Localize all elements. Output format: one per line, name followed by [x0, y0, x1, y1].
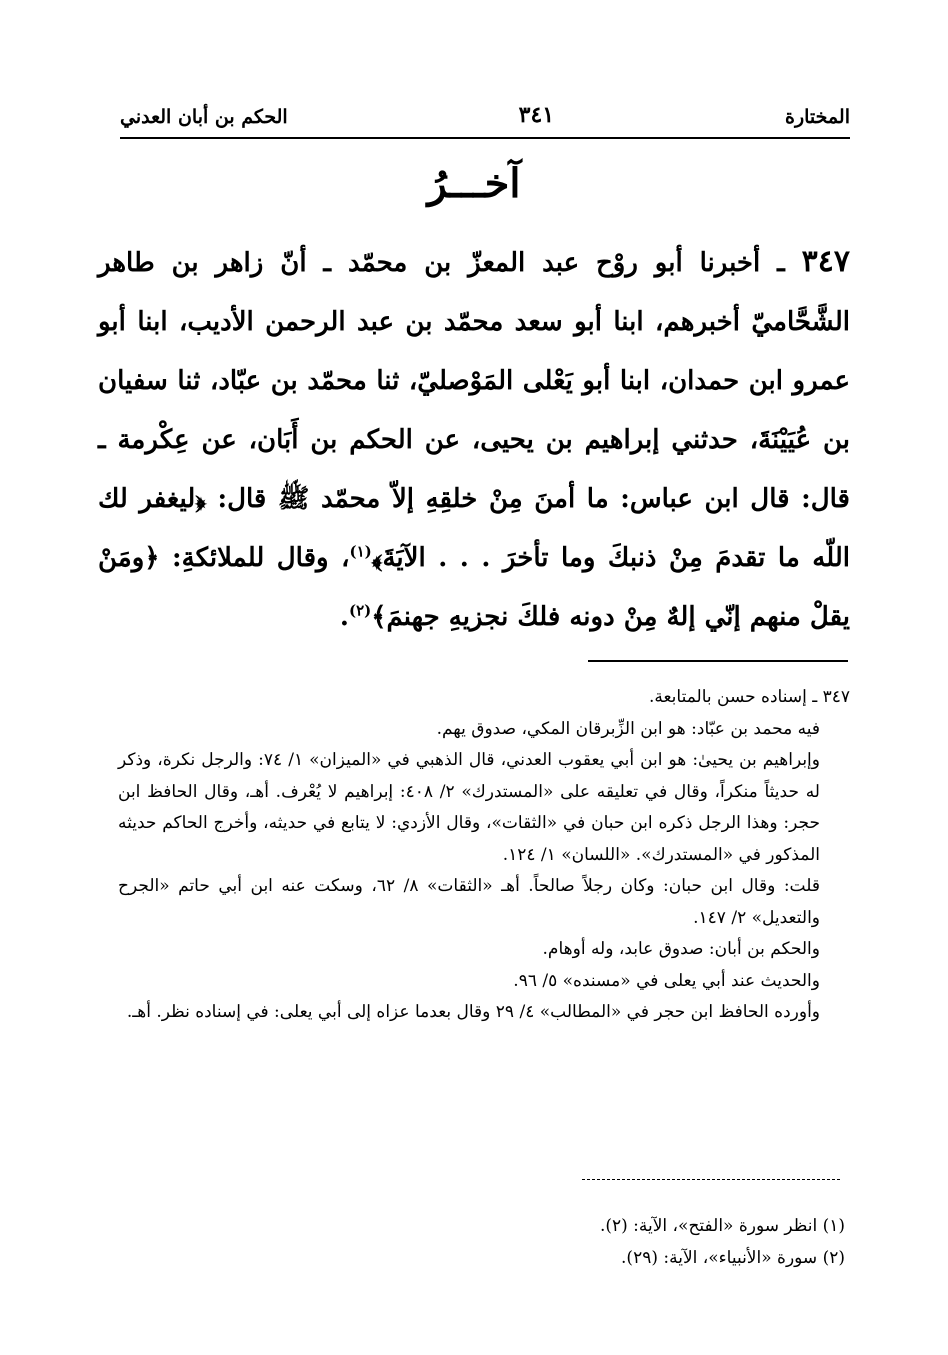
hadith-number: ٣٤٧: [801, 244, 850, 279]
footnote-1: (١) انظر سورة «الفتح»، الآية: (٢).: [599, 1216, 845, 1236]
footnote-ref-1[interactable]: (١): [349, 542, 372, 561]
footnote-2: (٢) سورة «الأنبياء»، الآية: (٢٩).: [621, 1248, 845, 1268]
notes-separator: [588, 660, 848, 662]
footnotes: [300, 1210, 845, 1274]
note-line: وإبراهيم بن يحيىٰ: هو ابن أبي يعقوب العدني، قال الذهبي في «الميزان» ١/ ٧٤: والرجل نكرة، وذكر له حديثاً منكراً، وقال في تعليقه على «المستدرك» ٢/ ٤٠٨: إبراهيم لا يُعْرف. أهـ، وقال الحافظ ابن حجر: وهذا الرجل ذكره ابن حبان في «الثقات»، وقال الأزدي: لا يتابع في حديثه، وأخرج الحاكم حديثه المذكور في «المستدرك». «اللسان» ١/ ١٢٤.: [118, 750, 820, 865]
header-rule: [120, 137, 850, 139]
takhrij-notes: [118, 682, 850, 1029]
footnote-ref-2[interactable]: (٢): [348, 601, 372, 620]
footnote-separator: [582, 1179, 840, 1180]
note-heading: ٣٤٧ ـ إسناده حسن بالمتابعة.: [648, 687, 850, 707]
hadith-body-end: .: [339, 602, 349, 632]
hadith-body-part1: ـ أخبرنا أبو روْح عبد المعزّ بن محمّد ـ أنّ زاهر بن طاهر الشَّحَّاميّ أخبرهم، ابنا أبو سعد محمّد بن عبد الرحمن الأديب، ابنا أبو عمرو ابن حمدان، ابنا أبو يَعْلى المَوْصليّ، ثنا محمّد بن عبّاد، ثنا سفيان بن عُيَيْنَةَ، حدثني إبراهيم بن يحيى، عن الحكم بن أَبَان، عن عِكْرمة ـ قال: قال ابن عباس: ما أمنَ مِنْ خلقِهِ إلاّ محمّد ﷺ قال: ﴿ليغفر لك اللّه ما تقدمَ مِنْ ذنبكَ وما تأخرَ . . . الآيَةَ﴾: [98, 248, 850, 573]
note-line: والحديث عند أبي يعلى في «مسنده» ٥/ ٩٦.: [513, 970, 820, 991]
section-title: آخـــرُ: [427, 160, 521, 207]
header-book-title: المختارة: [785, 106, 850, 128]
header-chapter-title: الحكم بن أبان العدني: [120, 106, 288, 128]
note-line: وأورده الحافظ ابن حجر في «المطالب» ٤/ ٢٩ وقال بعدما عزاه إلى أبي يعلى: في إسناده نظر. أهـ.: [126, 1002, 820, 1022]
page-number: ٣٤١: [518, 102, 555, 128]
note-line: قلت: وقال ابن حبان: وكان رجلاً صالحاً. أهـ «الثقات» ٨/ ٦٢، وسكت عنه ابن أبي حاتم «الجرح والتعديل» ٢/ ١٤٧.: [118, 876, 820, 928]
running-header: [120, 88, 850, 128]
note-line: والحكم بن أبان: صدوق عابد، وله أوهام.: [542, 939, 820, 959]
hadith-text: [98, 232, 850, 647]
note-line: فيه محمد بن عبّاد: هو ابن الزِّبرقان المكي، صدوق يهم.: [436, 718, 820, 739]
hadith-body-part2: ، وقال للملائكةِ: ﴿ومَنْ يقلْ منهم إنّي إلهٌ مِنْ دونه فلكَ نجزيهِ جهنمَ﴾: [98, 543, 850, 632]
